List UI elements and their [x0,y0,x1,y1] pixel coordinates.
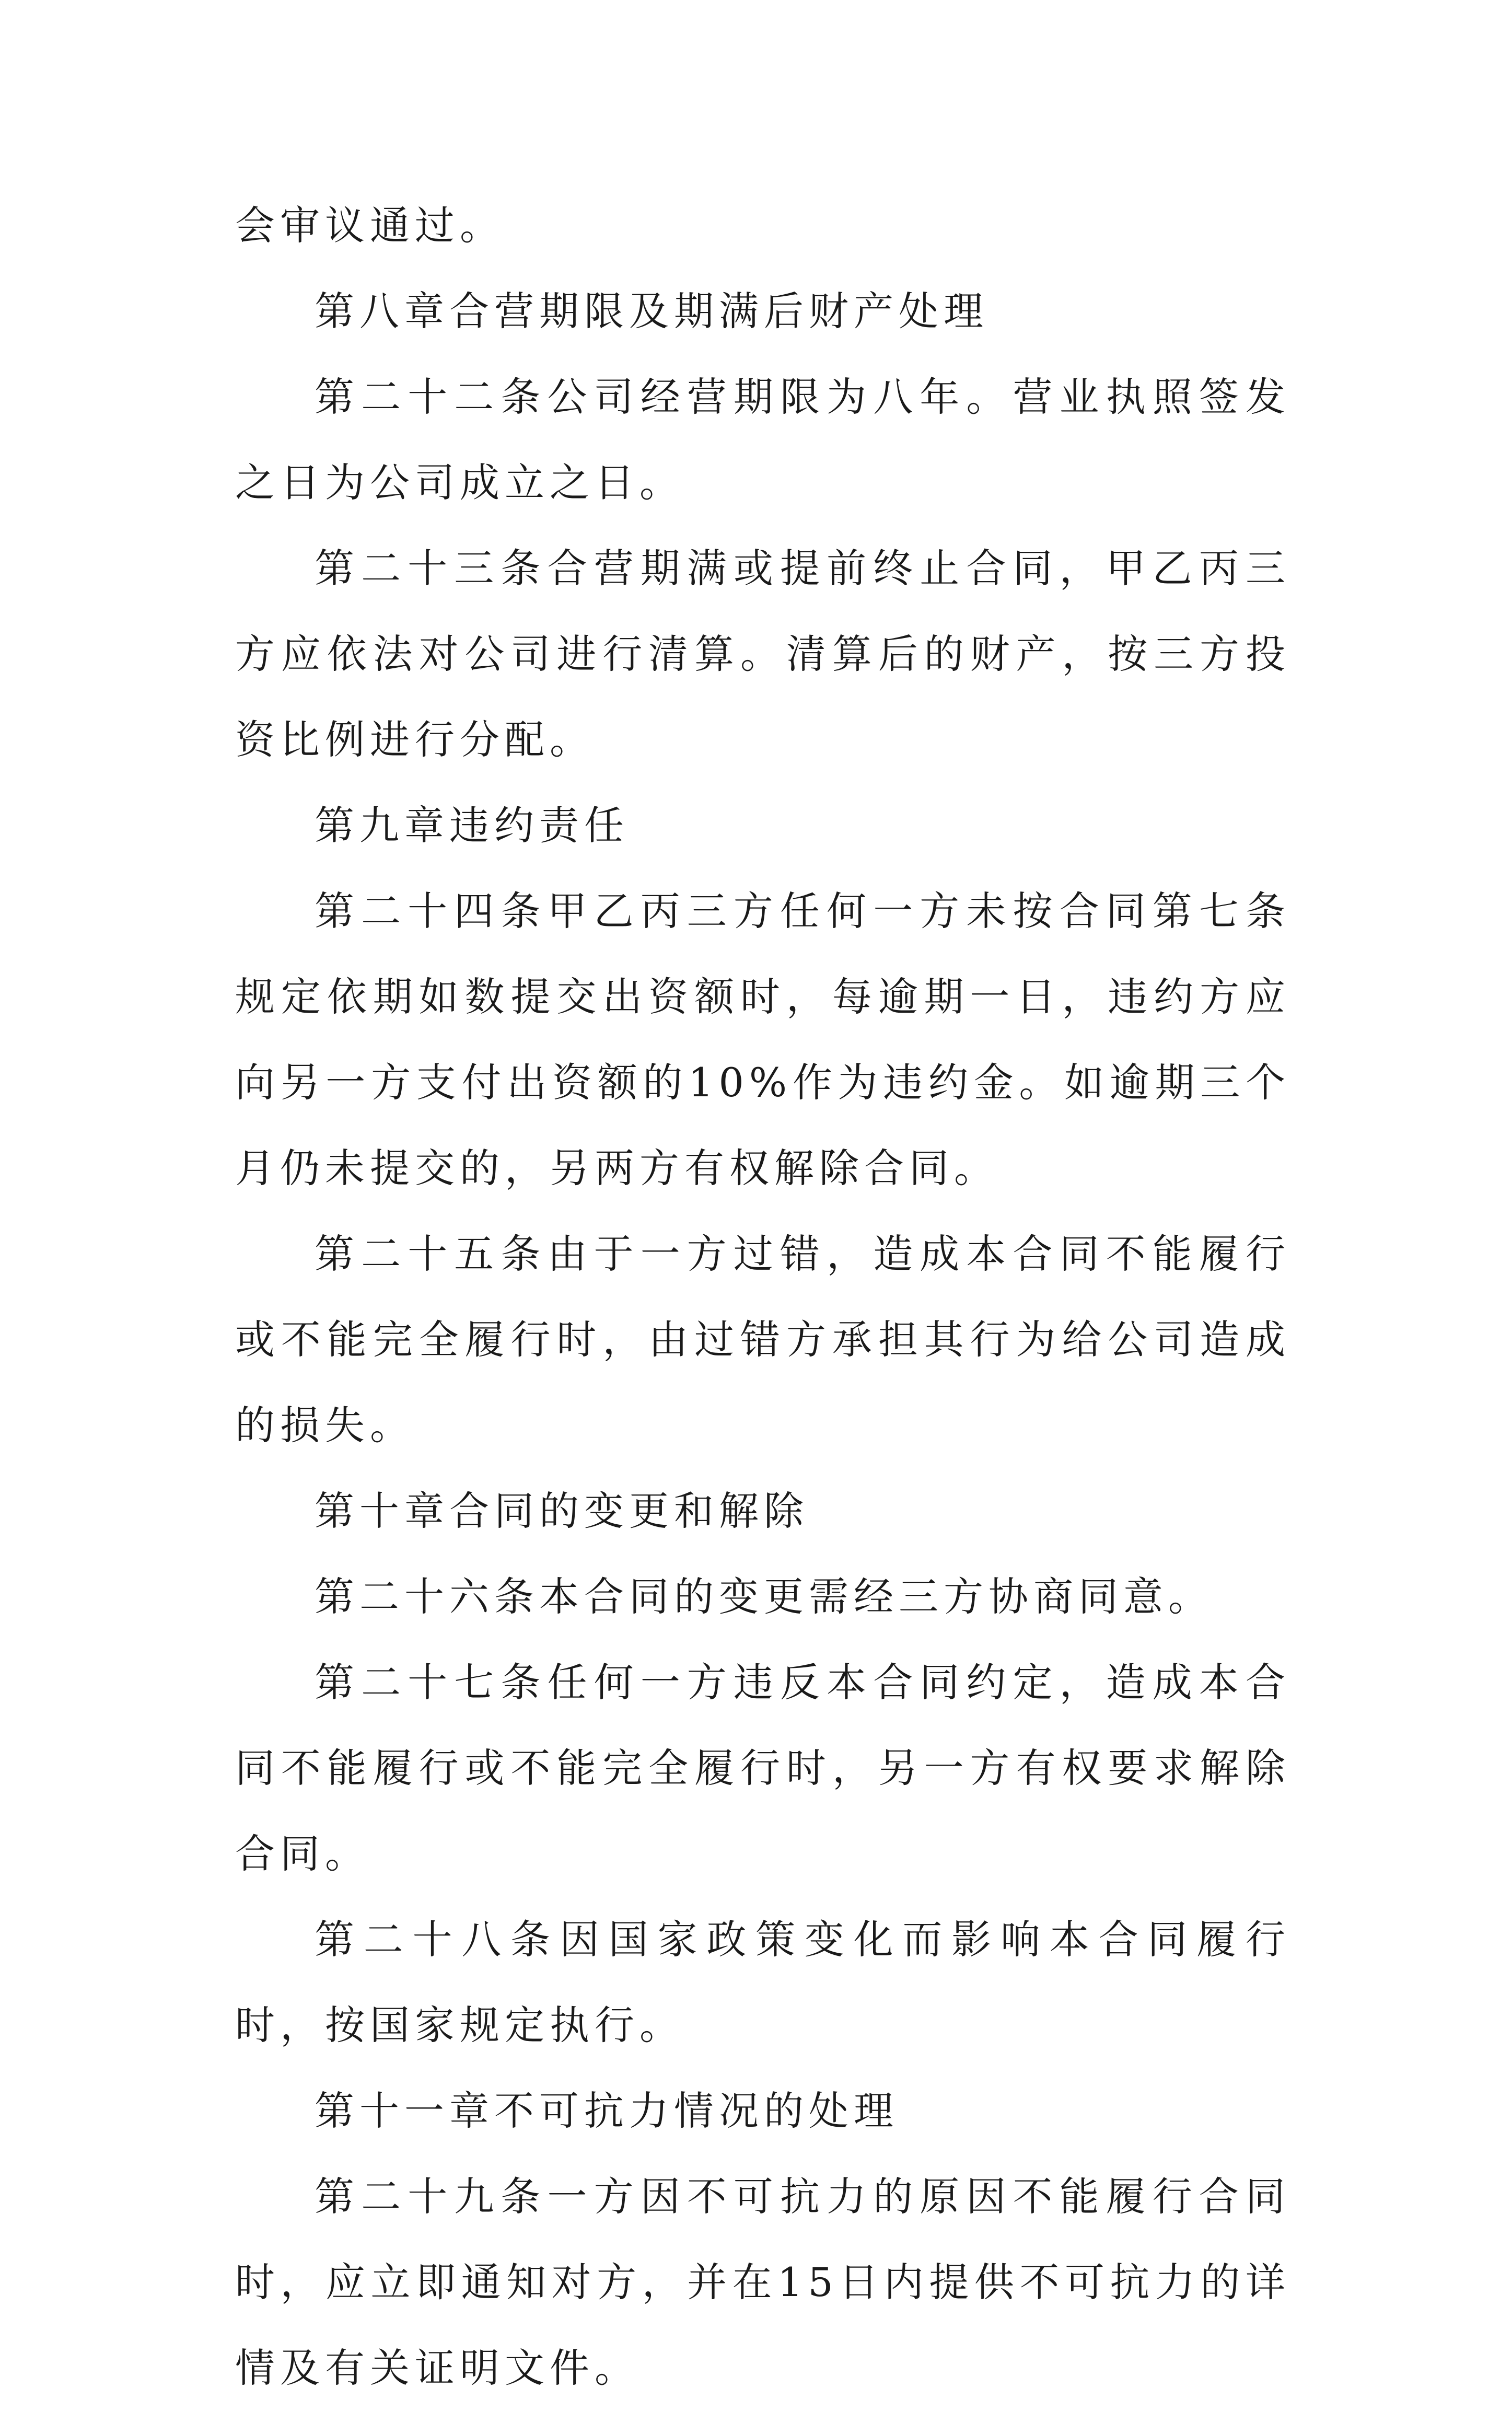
chapter-heading-10: 第十章合同的变更和解除 [315,1488,809,1534]
article-29: 第二十九条一方因不可抗力的原因不能履行合同时，应立即通知对方，并在15日内提供不可抗力的详情及有关证明文件。 [235,2173,1290,2391]
chapter-heading-9: 第九章违约责任 [315,802,629,849]
article-27: 第二十七条任何一方违反本合同约定，造成本合同不能履行或不能完全履行时，另一方有权要求解除合同。 [235,1659,1290,1877]
paragraph-continuation: 会审议通过。 [235,202,505,249]
article-26: 第二十六条本合同的变更需经三方协商同意。 [315,1573,1213,1620]
article-23: 第二十三条合营期满或提前终止合同，甲乙丙三方应依法对公司进行清算。清算后的财产，按三方投资比例进行分配。 [235,545,1290,763]
chapter-heading-8: 第八章合营期限及期满后财产处理 [315,288,988,334]
article-24: 第二十四条甲乙丙三方任何一方未按合同第七条规定依期如数提交出资额时，每逾期一日，违约方应向另一方支付出资额的10%作为违约金。如逾期三个月仍未提交的，另两方有权解除合同。 [235,888,1290,1191]
article-28: 第二十八条因国家政策变化而影响本合同履行时，按国家规定执行。 [235,1916,1290,2048]
document-body [235,183,1290,2411]
article-25: 第二十五条由于一方过错，造成本合同不能履行或不能完全履行时，由过错方承担其行为给公司造成的损失。 [235,1231,1290,1448]
chapter-heading-11: 第十一章不可抗力情况的处理 [315,2088,899,2134]
article-22: 第二十二条公司经营期限为八年。营业执照签发之日为公司成立之日。 [235,374,1290,506]
